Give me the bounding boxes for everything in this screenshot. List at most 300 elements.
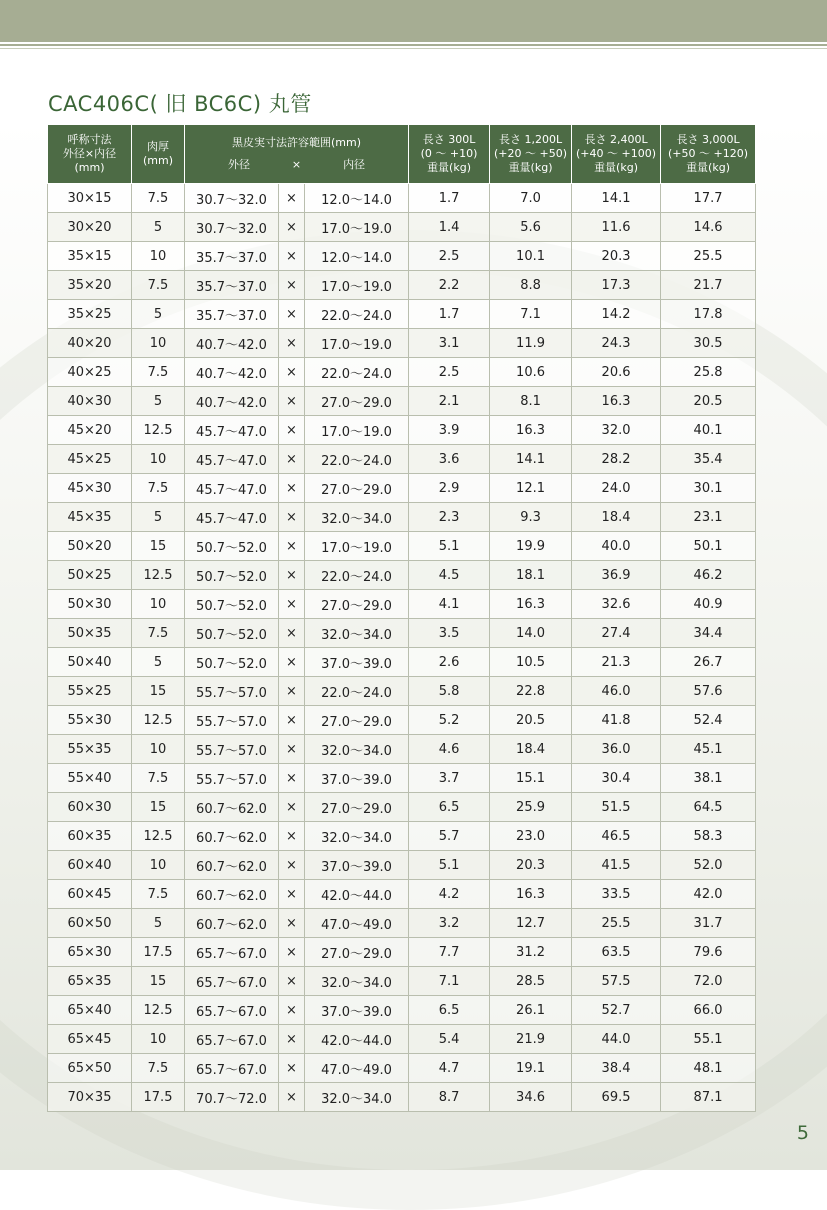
cell-weight-300: 2.5 bbox=[409, 358, 490, 387]
table-row bbox=[48, 851, 756, 880]
cell-thickness: 7.5 bbox=[132, 880, 185, 909]
cell-weight-2400: 52.7 bbox=[572, 996, 661, 1025]
cell-size: 45×20 bbox=[48, 416, 132, 445]
cell-weight-3000: 52.0 bbox=[661, 851, 756, 880]
table-row bbox=[48, 358, 756, 387]
cell-times: × bbox=[279, 184, 305, 213]
col-header-len300: 長さ 300L (0 ～ +10) 重量(kg) bbox=[409, 125, 490, 184]
cell-weight-300: 3.6 bbox=[409, 445, 490, 474]
cell-weight-2400: 36.9 bbox=[572, 561, 661, 590]
cell-weight-3000: 50.1 bbox=[661, 532, 756, 561]
cell-weight-3000: 46.2 bbox=[661, 561, 756, 590]
cell-weight-2400: 27.4 bbox=[572, 619, 661, 648]
cell-inner-diameter: 37.0～39.0 bbox=[305, 851, 409, 880]
cell-thickness: 10 bbox=[132, 329, 185, 358]
cell-times: × bbox=[279, 329, 305, 358]
cell-thickness: 7.5 bbox=[132, 474, 185, 503]
cell-weight-1200: 31.2 bbox=[490, 938, 572, 967]
cell-weight-300: 4.7 bbox=[409, 1054, 490, 1083]
cell-outer-diameter: 60.7～62.0 bbox=[185, 851, 279, 880]
cell-weight-300: 8.7 bbox=[409, 1083, 490, 1112]
cell-outer-diameter: 40.7～42.0 bbox=[185, 387, 279, 416]
table-row bbox=[48, 1025, 756, 1054]
cell-inner-diameter: 17.0～19.0 bbox=[305, 532, 409, 561]
cell-inner-diameter: 27.0～29.0 bbox=[305, 590, 409, 619]
cell-size: 55×25 bbox=[48, 677, 132, 706]
cell-weight-2400: 32.0 bbox=[572, 416, 661, 445]
table-row bbox=[48, 184, 756, 213]
cell-weight-2400: 20.3 bbox=[572, 242, 661, 271]
cell-thickness: 10 bbox=[132, 851, 185, 880]
table-body bbox=[48, 184, 756, 1112]
cell-weight-300: 4.2 bbox=[409, 880, 490, 909]
cell-size: 50×20 bbox=[48, 532, 132, 561]
cell-weight-1200: 20.3 bbox=[490, 851, 572, 880]
cell-outer-diameter: 35.7～37.0 bbox=[185, 242, 279, 271]
cell-weight-3000: 57.6 bbox=[661, 677, 756, 706]
cell-size: 35×25 bbox=[48, 300, 132, 329]
cell-inner-diameter: 37.0～39.0 bbox=[305, 996, 409, 1025]
cell-times: × bbox=[279, 300, 305, 329]
cell-inner-diameter: 32.0～34.0 bbox=[305, 1083, 409, 1112]
cell-outer-diameter: 45.7～47.0 bbox=[185, 503, 279, 532]
cell-times: × bbox=[279, 938, 305, 967]
header-band bbox=[0, 0, 827, 42]
cell-thickness: 7.5 bbox=[132, 1054, 185, 1083]
cell-size: 60×50 bbox=[48, 909, 132, 938]
cell-weight-2400: 32.6 bbox=[572, 590, 661, 619]
table-header bbox=[48, 125, 756, 184]
cell-inner-diameter: 22.0～24.0 bbox=[305, 561, 409, 590]
cell-times: × bbox=[279, 503, 305, 532]
cell-outer-diameter: 65.7～67.0 bbox=[185, 938, 279, 967]
cell-thickness: 10 bbox=[132, 445, 185, 474]
cell-weight-300: 2.1 bbox=[409, 387, 490, 416]
cell-times: × bbox=[279, 735, 305, 764]
cell-thickness: 17.5 bbox=[132, 1083, 185, 1112]
cell-thickness: 7.5 bbox=[132, 358, 185, 387]
table-row bbox=[48, 619, 756, 648]
cell-size: 35×15 bbox=[48, 242, 132, 271]
cell-times: × bbox=[279, 242, 305, 271]
cell-weight-1200: 16.3 bbox=[490, 590, 572, 619]
cell-inner-diameter: 47.0～49.0 bbox=[305, 909, 409, 938]
cell-inner-diameter: 17.0～19.0 bbox=[305, 329, 409, 358]
cell-weight-1200: 9.3 bbox=[490, 503, 572, 532]
cell-inner-diameter: 12.0～14.0 bbox=[305, 242, 409, 271]
table-row bbox=[48, 909, 756, 938]
cell-times: × bbox=[279, 706, 305, 735]
cell-outer-diameter: 50.7～52.0 bbox=[185, 648, 279, 677]
cell-thickness: 7.5 bbox=[132, 764, 185, 793]
cell-outer-diameter: 60.7～62.0 bbox=[185, 822, 279, 851]
cell-outer-diameter: 65.7～67.0 bbox=[185, 967, 279, 996]
cell-weight-3000: 25.8 bbox=[661, 358, 756, 387]
table-row bbox=[48, 967, 756, 996]
cell-outer-diameter: 60.7～62.0 bbox=[185, 909, 279, 938]
cell-weight-300: 5.8 bbox=[409, 677, 490, 706]
cell-times: × bbox=[279, 387, 305, 416]
cell-size: 70×35 bbox=[48, 1083, 132, 1112]
cell-times: × bbox=[279, 271, 305, 300]
cell-weight-300: 2.9 bbox=[409, 474, 490, 503]
cell-size: 65×40 bbox=[48, 996, 132, 1025]
cell-weight-300: 2.2 bbox=[409, 271, 490, 300]
cell-outer-diameter: 30.7～32.0 bbox=[185, 184, 279, 213]
cell-inner-diameter: 22.0～24.0 bbox=[305, 445, 409, 474]
cell-weight-3000: 17.8 bbox=[661, 300, 756, 329]
cell-weight-2400: 24.3 bbox=[572, 329, 661, 358]
cell-times: × bbox=[279, 474, 305, 503]
cell-times: × bbox=[279, 532, 305, 561]
cell-thickness: 10 bbox=[132, 1025, 185, 1054]
cell-inner-diameter: 17.0～19.0 bbox=[305, 416, 409, 445]
cell-weight-3000: 64.5 bbox=[661, 793, 756, 822]
col-header-len1200: 長さ 1,200L (+20 ～ +50) 重量(kg) bbox=[490, 125, 572, 184]
table-row bbox=[48, 648, 756, 677]
cell-inner-diameter: 37.0～39.0 bbox=[305, 764, 409, 793]
cell-weight-300: 6.5 bbox=[409, 793, 490, 822]
cell-weight-300: 4.1 bbox=[409, 590, 490, 619]
cell-size: 65×45 bbox=[48, 1025, 132, 1054]
cell-inner-diameter: 42.0～44.0 bbox=[305, 1025, 409, 1054]
cell-weight-3000: 23.1 bbox=[661, 503, 756, 532]
cell-outer-diameter: 65.7～67.0 bbox=[185, 1054, 279, 1083]
tolerance-title: 黒皮実寸法許容範囲(mm) bbox=[232, 136, 362, 149]
cell-weight-2400: 69.5 bbox=[572, 1083, 661, 1112]
cell-weight-300: 4.5 bbox=[409, 561, 490, 590]
cell-weight-1200: 5.6 bbox=[490, 213, 572, 242]
cell-thickness: 12.5 bbox=[132, 706, 185, 735]
cell-thickness: 15 bbox=[132, 677, 185, 706]
cell-size: 60×35 bbox=[48, 822, 132, 851]
cell-weight-1200: 26.1 bbox=[490, 996, 572, 1025]
cell-weight-2400: 41.8 bbox=[572, 706, 661, 735]
cell-times: × bbox=[279, 648, 305, 677]
cell-weight-3000: 26.7 bbox=[661, 648, 756, 677]
cell-weight-3000: 17.7 bbox=[661, 184, 756, 213]
table-row bbox=[48, 1083, 756, 1112]
table-row bbox=[48, 416, 756, 445]
cell-thickness: 15 bbox=[132, 967, 185, 996]
cell-weight-300: 5.4 bbox=[409, 1025, 490, 1054]
table-row bbox=[48, 793, 756, 822]
cell-weight-300: 3.9 bbox=[409, 416, 490, 445]
cell-weight-300: 2.3 bbox=[409, 503, 490, 532]
cell-weight-300: 3.7 bbox=[409, 764, 490, 793]
cell-outer-diameter: 45.7～47.0 bbox=[185, 416, 279, 445]
cell-weight-2400: 24.0 bbox=[572, 474, 661, 503]
tolerance-od-label: 外径 bbox=[227, 158, 250, 171]
cell-size: 50×35 bbox=[48, 619, 132, 648]
cell-outer-diameter: 50.7～52.0 bbox=[185, 619, 279, 648]
cell-outer-diameter: 65.7～67.0 bbox=[185, 1025, 279, 1054]
cell-weight-300: 3.2 bbox=[409, 909, 490, 938]
col-header-len2400: 長さ 2,400L (+40 ～ +100) 重量(kg) bbox=[572, 125, 661, 184]
cell-weight-300: 5.2 bbox=[409, 706, 490, 735]
cell-weight-300: 7.1 bbox=[409, 967, 490, 996]
cell-weight-3000: 38.1 bbox=[661, 764, 756, 793]
cell-weight-3000: 48.1 bbox=[661, 1054, 756, 1083]
page-title: CAC406C( 旧 BC6C) 丸管 bbox=[48, 92, 312, 116]
cell-weight-3000: 25.5 bbox=[661, 242, 756, 271]
cell-thickness: 10 bbox=[132, 590, 185, 619]
cell-weight-3000: 14.6 bbox=[661, 213, 756, 242]
cell-weight-2400: 17.3 bbox=[572, 271, 661, 300]
cell-inner-diameter: 22.0～24.0 bbox=[305, 677, 409, 706]
cell-size: 30×20 bbox=[48, 213, 132, 242]
cell-weight-3000: 34.4 bbox=[661, 619, 756, 648]
cell-weight-300: 1.4 bbox=[409, 213, 490, 242]
cell-weight-2400: 41.5 bbox=[572, 851, 661, 880]
cell-times: × bbox=[279, 590, 305, 619]
cell-inner-diameter: 12.0～14.0 bbox=[305, 184, 409, 213]
cell-weight-1200: 25.9 bbox=[490, 793, 572, 822]
cell-outer-diameter: 50.7～52.0 bbox=[185, 561, 279, 590]
cell-weight-1200: 18.1 bbox=[490, 561, 572, 590]
table-row bbox=[48, 735, 756, 764]
cell-weight-1200: 22.8 bbox=[490, 677, 572, 706]
cell-size: 45×25 bbox=[48, 445, 132, 474]
table-row bbox=[48, 880, 756, 909]
cell-thickness: 10 bbox=[132, 735, 185, 764]
cell-outer-diameter: 40.7～42.0 bbox=[185, 329, 279, 358]
cell-thickness: 5 bbox=[132, 300, 185, 329]
cell-size: 30×15 bbox=[48, 184, 132, 213]
cell-thickness: 12.5 bbox=[132, 996, 185, 1025]
pipe-spec-table bbox=[47, 124, 756, 1112]
cell-weight-300: 7.7 bbox=[409, 938, 490, 967]
cell-weight-1200: 19.9 bbox=[490, 532, 572, 561]
cell-times: × bbox=[279, 561, 305, 590]
cell-thickness: 7.5 bbox=[132, 271, 185, 300]
cell-weight-1200: 19.1 bbox=[490, 1054, 572, 1083]
cell-weight-3000: 35.4 bbox=[661, 445, 756, 474]
cell-thickness: 12.5 bbox=[132, 822, 185, 851]
cell-weight-1200: 11.9 bbox=[490, 329, 572, 358]
cell-outer-diameter: 40.7～42.0 bbox=[185, 358, 279, 387]
cell-size: 35×20 bbox=[48, 271, 132, 300]
cell-thickness: 15 bbox=[132, 532, 185, 561]
cell-weight-3000: 55.1 bbox=[661, 1025, 756, 1054]
table-row bbox=[48, 677, 756, 706]
cell-weight-2400: 14.2 bbox=[572, 300, 661, 329]
cell-weight-300: 1.7 bbox=[409, 184, 490, 213]
cell-weight-300: 2.5 bbox=[409, 242, 490, 271]
cell-outer-diameter: 65.7～67.0 bbox=[185, 996, 279, 1025]
cell-times: × bbox=[279, 1025, 305, 1054]
cell-weight-1200: 14.1 bbox=[490, 445, 572, 474]
cell-weight-1200: 10.5 bbox=[490, 648, 572, 677]
table-row bbox=[48, 445, 756, 474]
table-row bbox=[48, 1054, 756, 1083]
cell-weight-1200: 21.9 bbox=[490, 1025, 572, 1054]
table-row bbox=[48, 329, 756, 358]
cell-outer-diameter: 45.7～47.0 bbox=[185, 445, 279, 474]
cell-outer-diameter: 55.7～57.0 bbox=[185, 764, 279, 793]
tolerance-x-label: × bbox=[291, 158, 302, 171]
cell-times: × bbox=[279, 358, 305, 387]
cell-size: 60×30 bbox=[48, 793, 132, 822]
cell-weight-1200: 12.7 bbox=[490, 909, 572, 938]
cell-inner-diameter: 22.0～24.0 bbox=[305, 358, 409, 387]
cell-inner-diameter: 42.0～44.0 bbox=[305, 880, 409, 909]
cell-weight-300: 5.1 bbox=[409, 532, 490, 561]
cell-inner-diameter: 27.0～29.0 bbox=[305, 938, 409, 967]
cell-size: 40×30 bbox=[48, 387, 132, 416]
cell-weight-2400: 46.5 bbox=[572, 822, 661, 851]
cell-weight-300: 5.7 bbox=[409, 822, 490, 851]
table-row bbox=[48, 213, 756, 242]
cell-weight-2400: 63.5 bbox=[572, 938, 661, 967]
cell-times: × bbox=[279, 822, 305, 851]
table-row bbox=[48, 764, 756, 793]
cell-times: × bbox=[279, 619, 305, 648]
cell-times: × bbox=[279, 445, 305, 474]
cell-times: × bbox=[279, 764, 305, 793]
cell-weight-2400: 38.4 bbox=[572, 1054, 661, 1083]
cell-weight-300: 3.1 bbox=[409, 329, 490, 358]
cell-weight-2400: 46.0 bbox=[572, 677, 661, 706]
cell-times: × bbox=[279, 1054, 305, 1083]
header-rule bbox=[0, 44, 827, 46]
cell-weight-3000: 40.1 bbox=[661, 416, 756, 445]
cell-outer-diameter: 35.7～37.0 bbox=[185, 300, 279, 329]
cell-thickness: 15 bbox=[132, 793, 185, 822]
cell-thickness: 12.5 bbox=[132, 561, 185, 590]
cell-inner-diameter: 17.0～19.0 bbox=[305, 271, 409, 300]
cell-weight-3000: 45.1 bbox=[661, 735, 756, 764]
cell-outer-diameter: 45.7～47.0 bbox=[185, 474, 279, 503]
cell-weight-2400: 20.6 bbox=[572, 358, 661, 387]
cell-weight-3000: 72.0 bbox=[661, 967, 756, 996]
cell-size: 40×25 bbox=[48, 358, 132, 387]
tolerance-id-label: 内径 bbox=[343, 158, 366, 171]
cell-outer-diameter: 55.7～57.0 bbox=[185, 706, 279, 735]
cell-times: × bbox=[279, 793, 305, 822]
table-row bbox=[48, 242, 756, 271]
cell-inner-diameter: 27.0～29.0 bbox=[305, 793, 409, 822]
cell-thickness: 7.5 bbox=[132, 619, 185, 648]
cell-size: 55×30 bbox=[48, 706, 132, 735]
cell-weight-2400: 11.6 bbox=[572, 213, 661, 242]
cell-inner-diameter: 27.0～29.0 bbox=[305, 474, 409, 503]
cell-thickness: 5 bbox=[132, 213, 185, 242]
table-row bbox=[48, 387, 756, 416]
cell-times: × bbox=[279, 851, 305, 880]
cell-inner-diameter: 32.0～34.0 bbox=[305, 503, 409, 532]
cell-weight-1200: 20.5 bbox=[490, 706, 572, 735]
table-row bbox=[48, 590, 756, 619]
col-header-size: 呼称寸法 外径×内径 (mm) bbox=[48, 125, 132, 184]
cell-size: 65×50 bbox=[48, 1054, 132, 1083]
cell-weight-1200: 14.0 bbox=[490, 619, 572, 648]
cell-weight-1200: 28.5 bbox=[490, 967, 572, 996]
cell-outer-diameter: 70.7～72.0 bbox=[185, 1083, 279, 1112]
cell-inner-diameter: 32.0～34.0 bbox=[305, 967, 409, 996]
cell-outer-diameter: 60.7～62.0 bbox=[185, 793, 279, 822]
cell-weight-2400: 25.5 bbox=[572, 909, 661, 938]
cell-weight-3000: 31.7 bbox=[661, 909, 756, 938]
cell-thickness: 5 bbox=[132, 503, 185, 532]
table-row bbox=[48, 503, 756, 532]
cell-outer-diameter: 30.7～32.0 bbox=[185, 213, 279, 242]
cell-times: × bbox=[279, 416, 305, 445]
cell-weight-300: 3.5 bbox=[409, 619, 490, 648]
cell-size: 55×35 bbox=[48, 735, 132, 764]
cell-times: × bbox=[279, 880, 305, 909]
cell-outer-diameter: 55.7～57.0 bbox=[185, 677, 279, 706]
cell-weight-2400: 51.5 bbox=[572, 793, 661, 822]
cell-weight-1200: 18.4 bbox=[490, 735, 572, 764]
cell-weight-3000: 40.9 bbox=[661, 590, 756, 619]
cell-weight-1200: 7.0 bbox=[490, 184, 572, 213]
cell-size: 55×40 bbox=[48, 764, 132, 793]
cell-size: 45×30 bbox=[48, 474, 132, 503]
cell-thickness: 10 bbox=[132, 242, 185, 271]
cell-weight-2400: 16.3 bbox=[572, 387, 661, 416]
cell-times: × bbox=[279, 1083, 305, 1112]
cell-thickness: 7.5 bbox=[132, 184, 185, 213]
cell-weight-2400: 14.1 bbox=[572, 184, 661, 213]
cell-weight-3000: 87.1 bbox=[661, 1083, 756, 1112]
cell-size: 45×35 bbox=[48, 503, 132, 532]
cell-weight-3000: 58.3 bbox=[661, 822, 756, 851]
cell-inner-diameter: 17.0～19.0 bbox=[305, 213, 409, 242]
cell-weight-1200: 16.3 bbox=[490, 416, 572, 445]
cell-weight-1200: 34.6 bbox=[490, 1083, 572, 1112]
cell-weight-2400: 44.0 bbox=[572, 1025, 661, 1054]
cell-weight-300: 4.6 bbox=[409, 735, 490, 764]
cell-inner-diameter: 32.0～34.0 bbox=[305, 822, 409, 851]
cell-size: 40×20 bbox=[48, 329, 132, 358]
cell-thickness: 5 bbox=[132, 387, 185, 416]
cell-thickness: 5 bbox=[132, 648, 185, 677]
cell-inner-diameter: 32.0～34.0 bbox=[305, 619, 409, 648]
cell-weight-2400: 30.4 bbox=[572, 764, 661, 793]
table-row bbox=[48, 561, 756, 590]
cell-weight-3000: 79.6 bbox=[661, 938, 756, 967]
cell-weight-3000: 42.0 bbox=[661, 880, 756, 909]
cell-inner-diameter: 27.0～29.0 bbox=[305, 387, 409, 416]
cell-weight-3000: 20.5 bbox=[661, 387, 756, 416]
cell-size: 50×25 bbox=[48, 561, 132, 590]
cell-weight-3000: 30.1 bbox=[661, 474, 756, 503]
cell-outer-diameter: 35.7～37.0 bbox=[185, 271, 279, 300]
cell-times: × bbox=[279, 213, 305, 242]
cell-times: × bbox=[279, 996, 305, 1025]
cell-outer-diameter: 50.7～52.0 bbox=[185, 590, 279, 619]
table-row bbox=[48, 706, 756, 735]
cell-times: × bbox=[279, 909, 305, 938]
cell-weight-1200: 12.1 bbox=[490, 474, 572, 503]
cell-weight-1200: 7.1 bbox=[490, 300, 572, 329]
cell-weight-3000: 21.7 bbox=[661, 271, 756, 300]
cell-size: 50×30 bbox=[48, 590, 132, 619]
page-number: 5 bbox=[796, 1122, 809, 1144]
cell-size: 50×40 bbox=[48, 648, 132, 677]
cell-weight-3000: 30.5 bbox=[661, 329, 756, 358]
cell-outer-diameter: 50.7～52.0 bbox=[185, 532, 279, 561]
cell-inner-diameter: 27.0～29.0 bbox=[305, 706, 409, 735]
cell-weight-2400: 18.4 bbox=[572, 503, 661, 532]
cell-weight-300: 1.7 bbox=[409, 300, 490, 329]
cell-inner-diameter: 47.0～49.0 bbox=[305, 1054, 409, 1083]
cell-weight-300: 5.1 bbox=[409, 851, 490, 880]
cell-weight-2400: 40.0 bbox=[572, 532, 661, 561]
cell-weight-1200: 23.0 bbox=[490, 822, 572, 851]
cell-weight-300: 6.5 bbox=[409, 996, 490, 1025]
